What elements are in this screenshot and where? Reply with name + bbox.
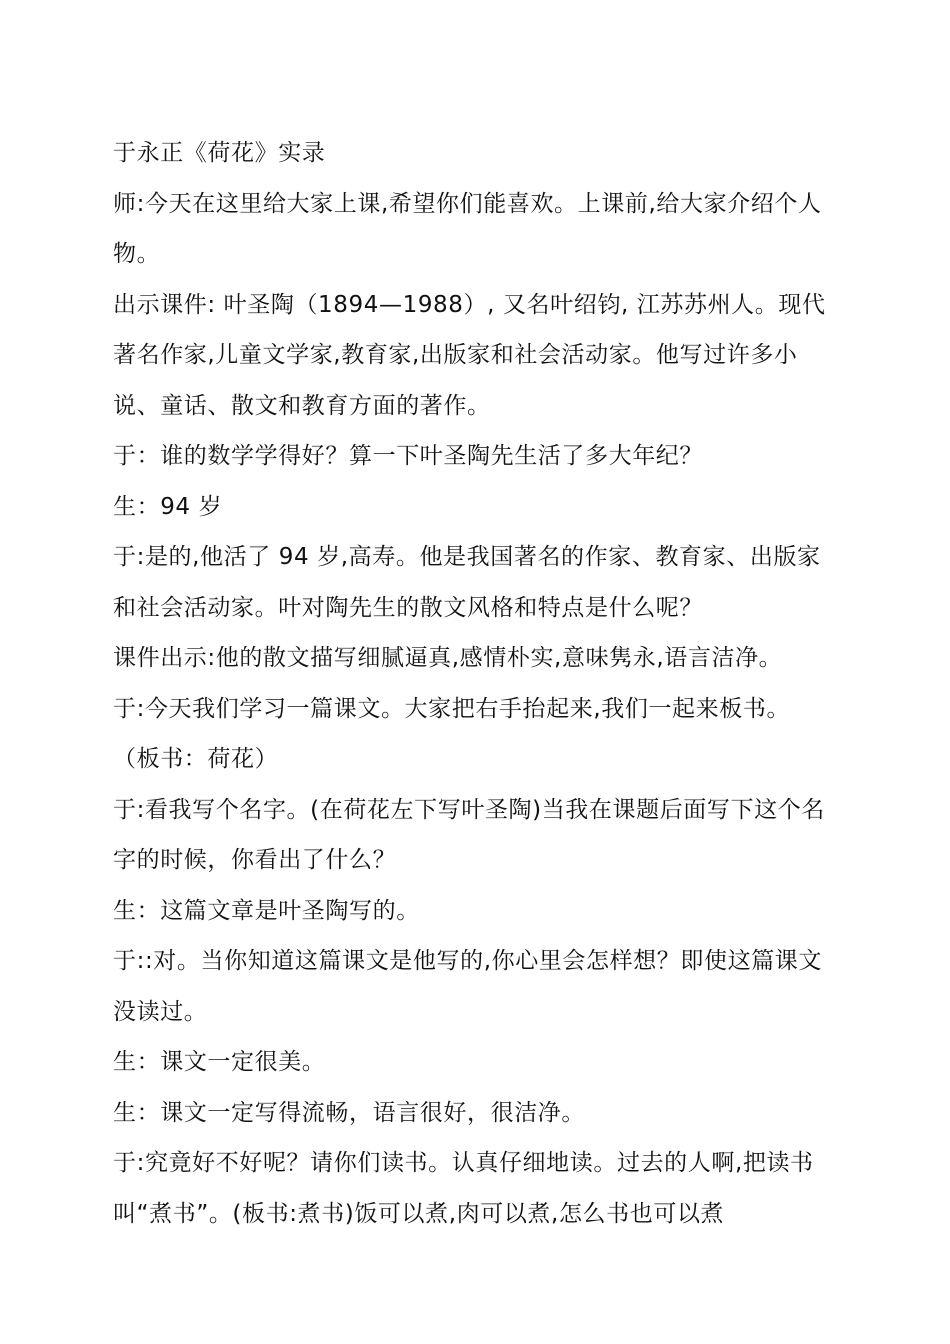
paragraph-question-age: 于：谁的数学学得好？算一下叶圣陶先生活了多大年纪？	[113, 443, 703, 469]
document-body	[113, 128, 843, 1239]
paragraph-teacher-confirm: 于:是的,他活了 94 岁,高寿。他是我国著名的作家、教育家、出版家和社会活动家。叶对陶先生的散文风格和特点是什么呢？	[113, 544, 821, 621]
paragraph-teacher-lesson: 于:今天我们学习一篇课文。大家把右手抬起来,我们一起来板书。	[113, 695, 791, 722]
paragraph-board-title: （板书：荷花）	[113, 746, 279, 772]
paragraph-courseware-bio: 出示课件: 叶圣陶（1894—1988）, 又名叶绍钧, 江苏苏州人。现代著名作家,儿童文学家,教育家,出版家和社会活动家。他写过许多小说、童话、散文和教育方面的著作。	[113, 291, 826, 419]
paragraph-student-beautiful: 生：课文一定很美。	[113, 1049, 326, 1075]
paragraph-teacher-name: 于:看我写个名字。(在荷花左下写叶圣陶)当我在课题后面写下这个名字的时候，你看出了什么？	[113, 796, 825, 873]
paragraph-teacher-read: 于:究竟好不好呢？请你们读书。认真仔细地读。过去的人啊,把读书叫“煮书”。(板书:煮书)饭可以煮,肉可以煮,怎么书也可以煮	[113, 1150, 814, 1227]
document-title: 于永正《荷花》实录	[113, 140, 326, 166]
paragraph-teacher-intro: 师:今天在这里给大家上课,希望你们能喜欢。上课前,给大家介绍个人物。	[113, 190, 822, 267]
paragraph-student-author: 生：这篇文章是叶圣陶写的。	[113, 897, 420, 924]
paragraph-teacher-feeling: 于::对。当你知道这篇课文是他写的,你心里会怎样想？即使这篇课文没读过。	[113, 948, 823, 1025]
paragraph-student-answer-age: 生：94 岁	[113, 493, 223, 520]
paragraph-courseware-style: 课件出示:他的散文描写细腻逼真,感情朴实,意味隽永,语言洁净。	[113, 645, 783, 671]
paragraph-student-fluent: 生：课文一定写得流畅，语言很好，很洁净。	[113, 1099, 585, 1126]
